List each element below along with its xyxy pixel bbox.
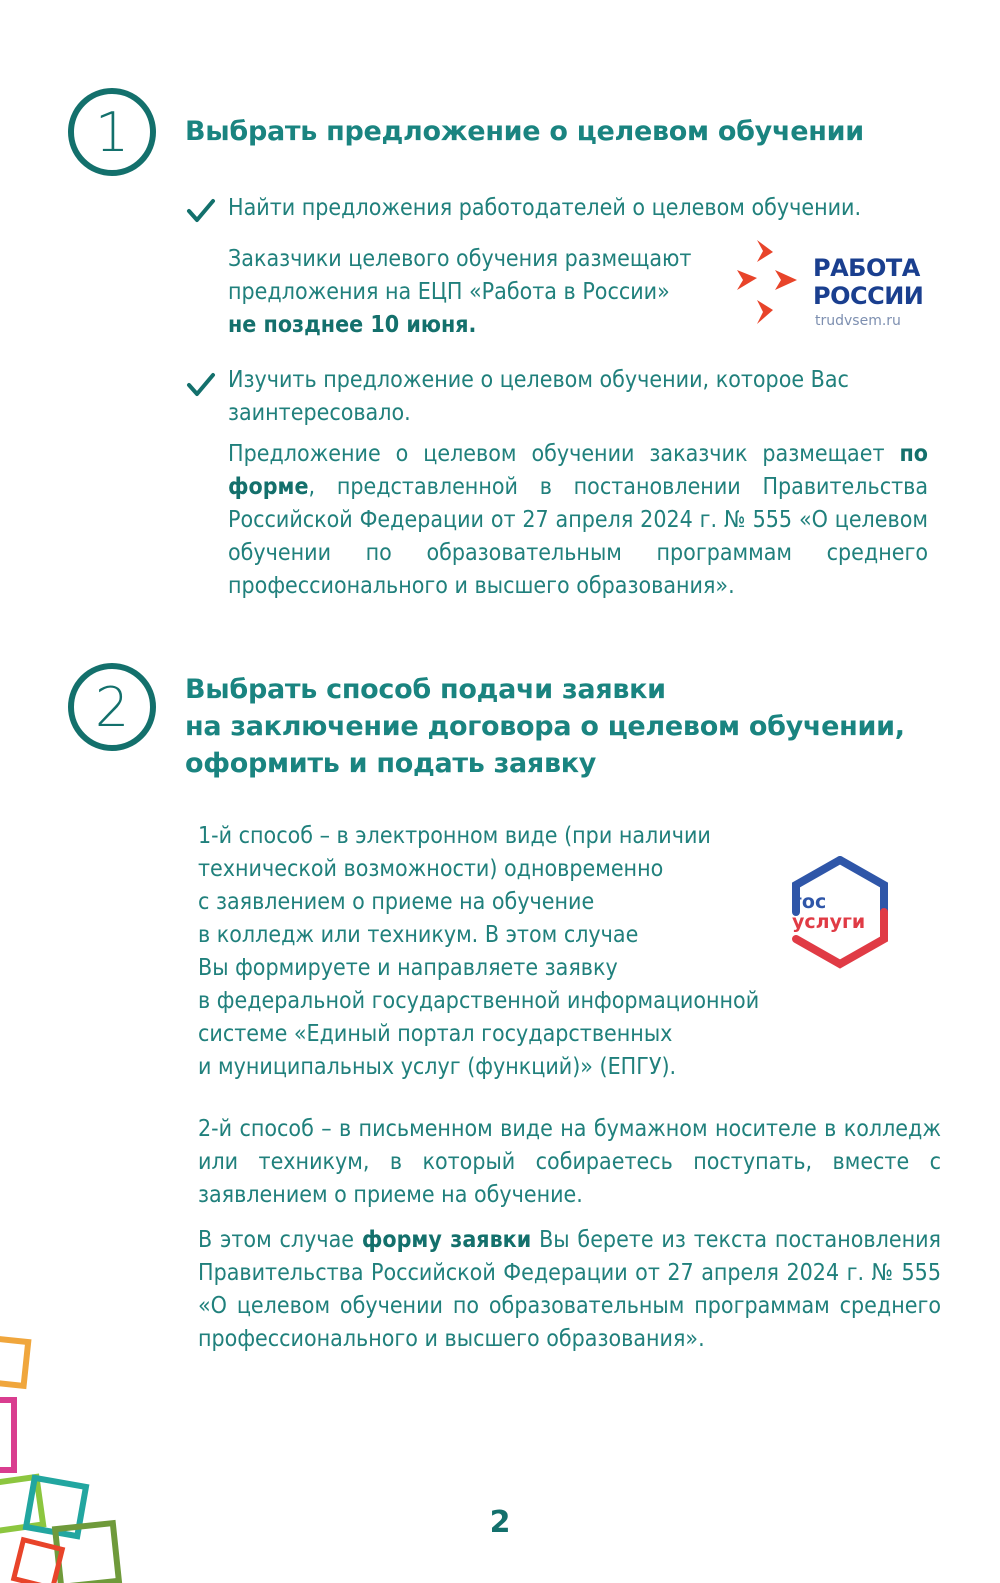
step-2-number: 2 — [94, 675, 130, 739]
checkmark-icon — [186, 372, 216, 398]
gos-logo-line-2: услуги — [792, 911, 866, 933]
note-line: предложения на ЕЦП «Работа в России» — [228, 279, 670, 305]
way-1-line: Вы формируете и направляете заявку — [198, 955, 618, 981]
deadline-text: не позднее 10 июня. — [228, 312, 477, 338]
checkmark-icon — [186, 198, 216, 224]
step-1-number: 1 — [94, 100, 130, 164]
rabota-logo-site: trudvsem.ru — [815, 313, 901, 329]
form-request-text: форму заявки — [361, 1227, 532, 1253]
bullet-line: Изучить предложение о целевом обучении, которое Вас — [228, 367, 849, 393]
way-1-line: 1-й способ – в электронном виде (при наличии — [198, 823, 711, 849]
step-1-bullet-2 — [228, 364, 849, 430]
note-2-text: Предложение о целевом обучении заказчик размещает — [228, 441, 885, 467]
title-line: оформить и подать заявку — [185, 748, 597, 779]
rabota-rossii-logo — [735, 238, 925, 328]
bullet-line: заинтересовало. — [228, 400, 411, 426]
step-2-number-circle — [68, 663, 156, 751]
rabota-rossii-mark-icon — [735, 238, 805, 326]
way-1-line: в федеральной государственной информационной — [198, 988, 760, 1014]
decorative-squares-icon — [0, 1330, 140, 1583]
step-1-title: Выбрать предложение о целевом обучении — [185, 116, 864, 147]
form-link-text: по форме — [228, 441, 928, 500]
step-1-note-2 — [228, 438, 928, 603]
way-1-line: системе «Единый портал государственных — [198, 1021, 673, 1047]
step-1-number-circle — [68, 88, 156, 176]
title-line: Выбрать способ подачи заявки — [185, 674, 666, 705]
way-1-line: и муниципальных услуг (функций)» (ЕПГУ). — [198, 1054, 677, 1080]
way-2-text: 2-й способ – в письменном виде на бумажном носителе в колледж или техникум, в который собираетесь поступать, вместе с заявлением о приеме на обучение. — [198, 1116, 941, 1208]
step-1-bullet-1: Найти предложения работодателей о целевом обучении. — [228, 195, 862, 221]
page-number: 2 — [489, 1505, 511, 1540]
rabota-logo-line-2: РОССИИ — [813, 282, 924, 310]
way-1-line: технической возможности) одновременно — [198, 856, 664, 882]
step-2-title — [185, 671, 905, 782]
way-2-note-text: В этом случае — [198, 1227, 355, 1253]
way-1-text — [198, 820, 759, 1084]
rabota-logo-line-1: РАБОТА — [813, 254, 920, 282]
way-2-note — [198, 1224, 941, 1356]
title-line: на заключение договора о целевом обучении, — [185, 711, 905, 742]
way-1-line: в колледж или техникум. В этом случае — [198, 922, 639, 948]
note-2-text-rest: , представленной в постановлении Правительства Российской Федерации от 27 апреля 2024 г. № 555 «О целевом обучении по образовательным программам среднего профессионального и высшего образования». — [228, 474, 928, 599]
note-line: Заказчики целевого обучения размещают — [228, 246, 692, 272]
gos-logo-line-1: гос — [792, 891, 827, 913]
gosuslugi-logo — [780, 852, 900, 972]
step-1-note-1 — [228, 243, 691, 342]
way-1-line: с заявлением о приеме на обучение — [198, 889, 595, 915]
way-2-note-text-rest: Вы берете из текста постановления Правительства Российской Федерации от 27 апреля 2024 г. № 555 «О целевом обучении по образовательным программам среднего профессионального и высшего образования». — [198, 1227, 941, 1352]
